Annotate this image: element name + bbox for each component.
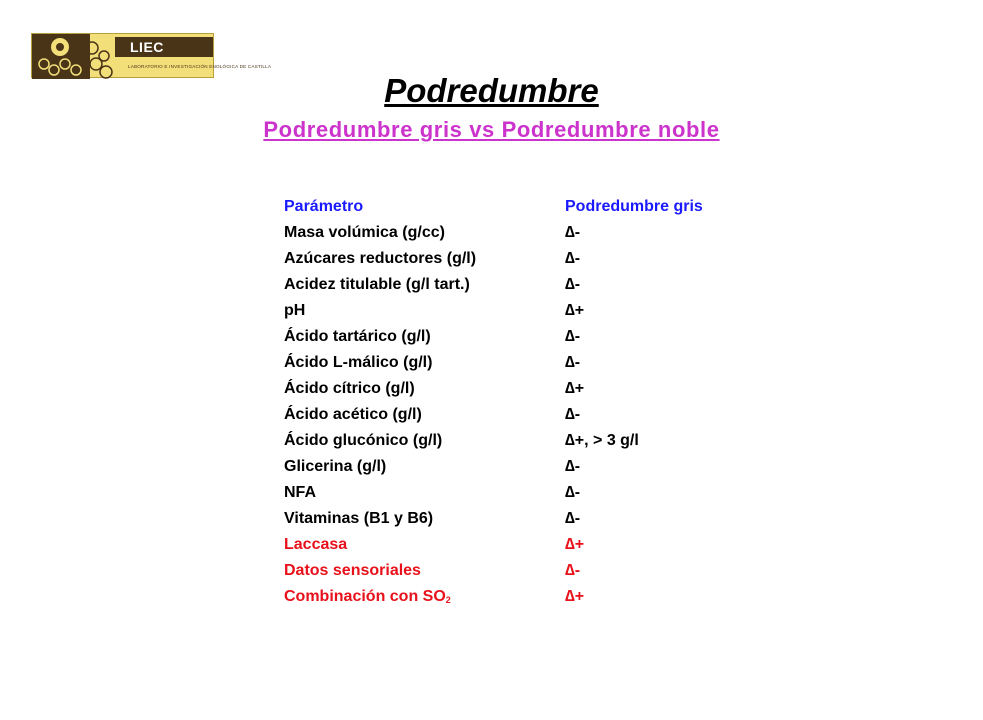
page-subtitle: Podredumbre gris vs Podredumbre noble xyxy=(263,117,720,142)
table-row xyxy=(284,506,764,532)
row-parameter xyxy=(284,584,565,610)
table-row xyxy=(284,532,764,558)
row-parameter-text: Ácido acético (g/l) xyxy=(284,406,422,423)
row-parameter-text: Datos sensoriales xyxy=(284,562,421,579)
row-parameter-text: Acidez titulable (g/l tart.) xyxy=(284,276,470,293)
table-row xyxy=(284,220,764,246)
header-parameter: Parámetro xyxy=(284,198,364,215)
row-parameter xyxy=(284,402,565,428)
row-parameter-text: Ácido glucónico (g/l) xyxy=(284,432,443,449)
row-parameter xyxy=(284,376,565,402)
row-value: ∆- xyxy=(565,276,581,293)
row-parameter-text: Glicerina (g/l) xyxy=(284,458,387,475)
row-value: ∆+ xyxy=(565,302,585,319)
row-parameter xyxy=(284,220,565,246)
row-value: ∆- xyxy=(565,562,581,579)
table-row xyxy=(284,402,764,428)
row-value: ∆- xyxy=(565,354,581,371)
row-parameter-text: Masa volúmica (g/cc) xyxy=(284,224,445,241)
row-parameter xyxy=(284,454,565,480)
row-value: ∆- xyxy=(565,224,581,241)
row-parameter-text: Vitaminas (B1 y B6) xyxy=(284,510,434,527)
row-parameter-text: NFA xyxy=(284,484,316,501)
row-parameter xyxy=(284,246,565,272)
table-row xyxy=(284,272,764,298)
table-header-row xyxy=(284,194,764,220)
row-value: ∆+, > 3 g/l xyxy=(565,432,639,449)
row-value: ∆+ xyxy=(565,588,585,605)
table-row xyxy=(284,558,764,584)
table-row xyxy=(284,480,764,506)
page-title: Podredumbre xyxy=(384,72,599,109)
row-parameter-subscript: 2 xyxy=(445,595,451,605)
row-parameter xyxy=(284,350,565,376)
row-parameter-text: Ácido L-málico (g/l) xyxy=(284,354,433,371)
row-parameter xyxy=(284,428,565,454)
row-parameter-text: Combinación con SO xyxy=(284,588,446,605)
row-parameter xyxy=(284,532,565,558)
row-parameter xyxy=(284,558,565,584)
header-value: Podredumbre gris xyxy=(565,198,703,215)
table-row xyxy=(284,350,764,376)
logo-subtitle: LABORATORIO E INVESTIGACIÓN ENOLÓGICA DE CASTILLA xyxy=(128,64,272,69)
table-row xyxy=(284,298,764,324)
row-parameter xyxy=(284,272,565,298)
comparison-table xyxy=(284,194,764,610)
row-parameter-text: Ácido cítrico (g/l) xyxy=(284,380,415,397)
row-value: ∆- xyxy=(565,458,581,475)
table-row xyxy=(284,324,764,350)
table-row xyxy=(284,428,764,454)
row-value: ∆+ xyxy=(565,380,585,397)
row-parameter xyxy=(284,506,565,532)
row-value: ∆- xyxy=(565,406,581,423)
row-parameter-text: Laccasa xyxy=(284,536,348,553)
row-parameter xyxy=(284,480,565,506)
row-value: ∆+ xyxy=(565,536,585,553)
table-row xyxy=(284,584,764,610)
row-parameter xyxy=(284,324,565,350)
row-parameter-text: pH xyxy=(284,302,306,319)
row-value: ∆- xyxy=(565,250,581,267)
row-parameter xyxy=(284,298,565,324)
row-value: ∆- xyxy=(565,328,581,345)
table-row xyxy=(284,246,764,272)
row-parameter-text: Ácido tartárico (g/l) xyxy=(284,328,431,345)
row-value: ∆- xyxy=(565,510,581,527)
row-value: ∆- xyxy=(565,484,581,501)
table-row xyxy=(284,376,764,402)
logo-title: LIEC xyxy=(130,39,164,55)
table-row xyxy=(284,454,764,480)
row-parameter-text: Azúcares reductores (g/l) xyxy=(284,250,477,267)
